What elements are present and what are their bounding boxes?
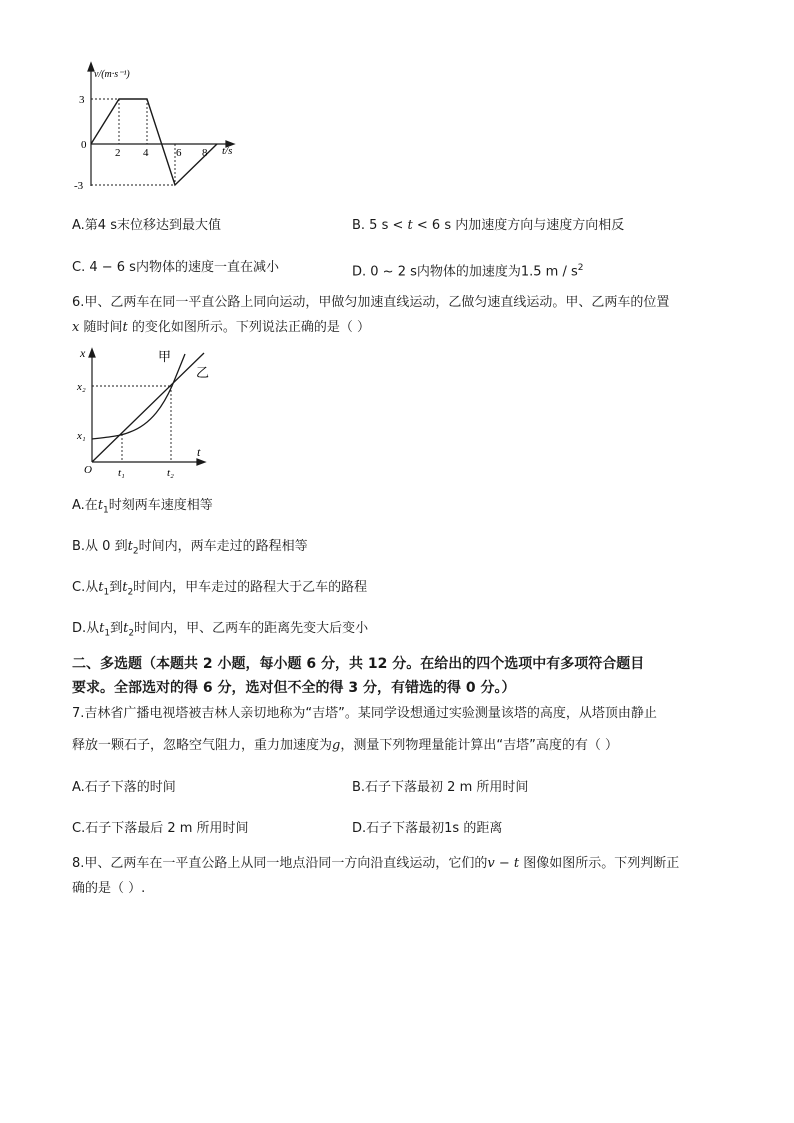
xt-label-jia: 甲 bbox=[158, 349, 172, 364]
q5-option-d-pre: D. 0 ~ 2 s内物体的加速度为1.5 m / s bbox=[352, 264, 578, 280]
q6-option-d-post: 时间内，甲、乙两车的距离先变大后变小 bbox=[134, 621, 369, 636]
vt-tick-6: 6 bbox=[176, 147, 182, 159]
q5-option-b[interactable] bbox=[352, 216, 624, 236]
q6-option-a-var: t bbox=[97, 498, 104, 513]
q6-stem-line2 bbox=[72, 318, 370, 338]
q6-option-d-mid: 到 bbox=[110, 621, 124, 636]
q7-option-b[interactable]: B.石子下落最初 2 m 所用时间 bbox=[352, 780, 529, 795]
q6-stem-part-a: 随时间 bbox=[79, 320, 123, 335]
q6-option-d[interactable] bbox=[72, 619, 368, 644]
xt-y-arrow bbox=[89, 349, 95, 357]
vt-tick-3: 3 bbox=[79, 94, 85, 106]
q6-stem-line1: 6.甲、乙两车在同一平直公路上同向运动，甲做匀加速直线运动，乙做匀速直线运动。甲、乙两车的位置 bbox=[72, 295, 670, 310]
q5-option-c-text: C. 4 − 6 s内物体的速度一直在减小 bbox=[72, 260, 279, 275]
q6-option-a-sub: 1 bbox=[103, 505, 109, 516]
q6-option-d-var1: t bbox=[99, 621, 105, 636]
q6-option-b-pre: B.从 0 到 bbox=[72, 539, 128, 554]
q8-stem-line2: 确的是（ ）. bbox=[72, 881, 146, 896]
q6-option-c-var2: t bbox=[122, 580, 128, 595]
q6-var-x: x bbox=[72, 320, 80, 335]
q5-option-a-text: A.第4 s末位移达到最大值 bbox=[72, 218, 221, 233]
q6-option-a-post: 时刻两车速度相等 bbox=[108, 498, 213, 513]
q6-option-b-sub: 2 bbox=[132, 546, 139, 557]
q6-option-a-pre: A.在 bbox=[72, 498, 98, 513]
vt-origin: 0 bbox=[81, 139, 87, 151]
q6-option-b-var: t bbox=[127, 539, 133, 554]
q6-option-a[interactable] bbox=[72, 496, 213, 521]
q5-option-b-post: < 6 s 内加速度方向与速度方向相反 bbox=[412, 218, 625, 233]
q5-option-b-var: t bbox=[407, 218, 413, 233]
q5-option-a[interactable] bbox=[72, 216, 221, 236]
q7-var-g: g bbox=[332, 738, 341, 753]
q7-stem-line1: 7.吉林省广播电视塔被吉林人亲切地称为“吉塔”。某同学设想通过实验测量该塔的高度，从塔顶由静止 bbox=[72, 706, 657, 721]
q6-option-c-sub1: 1 bbox=[103, 587, 110, 598]
q7-stem-line2 bbox=[72, 736, 618, 756]
q7-option-a[interactable]: A.石子下落的时间 bbox=[72, 780, 176, 795]
section2-header-line1: 二、多选题（本题共 2 小题，每小题 6 分，共 12 分。在给出的四个选项中有多项符合题目 bbox=[72, 656, 645, 672]
xt-line-yi bbox=[92, 353, 204, 462]
q8-var-vt: v − t bbox=[487, 856, 520, 871]
xt-y-label: x bbox=[80, 346, 86, 360]
xt-tick-t2: t₂ bbox=[167, 467, 174, 479]
q6-option-d-sub1: 1 bbox=[104, 628, 111, 639]
q6-option-d-pre: D.从 bbox=[72, 621, 100, 636]
q5-option-d-sup: 2 bbox=[577, 263, 584, 273]
q6-option-c-pre: C.从 bbox=[72, 580, 99, 595]
q6-option-b-post: 时间内，两车走过的路程相等 bbox=[138, 539, 308, 554]
q6-option-c[interactable] bbox=[72, 578, 367, 603]
q6-option-c-sub2: 2 bbox=[127, 587, 134, 598]
q6-option-d-sub2: 2 bbox=[128, 628, 135, 639]
xt-tick-t1: t₁ bbox=[118, 467, 125, 479]
q6-stem-part-b: 的变化如图所示。下列说法正确的是（ ） bbox=[127, 320, 370, 335]
q5-option-b-pre: B. 5 s < bbox=[352, 218, 408, 233]
xt-label-yi: 乙 bbox=[196, 365, 210, 380]
xt-x-label: t bbox=[197, 445, 201, 459]
vt-tick-4: 4 bbox=[143, 147, 149, 159]
vt-x-label: t/s bbox=[222, 145, 233, 157]
xt-graph-figure bbox=[72, 342, 222, 482]
q7-stem-part-a: 释放一颗石子，忽略空气阻力，重力加速度为 bbox=[72, 738, 333, 753]
xt-x-arrow bbox=[197, 459, 205, 465]
xt-tick-x2: x₂ bbox=[77, 381, 86, 393]
vt-graph-line bbox=[91, 99, 217, 185]
vt-tick-8: 8 bbox=[202, 147, 208, 159]
xt-tick-x1: x₁ bbox=[77, 430, 86, 442]
q8-stem-part-b: 图像如图所示。下列判断正 bbox=[519, 856, 680, 871]
q6-option-d-var2: t bbox=[123, 621, 129, 636]
q7-stem-part-b: ，测量下列物理量能计算出“吉塔”高度的有（ ） bbox=[340, 738, 618, 753]
q6-option-b[interactable] bbox=[72, 537, 308, 562]
q6-var-t: t bbox=[122, 320, 128, 335]
vt-tick-minus3: -3 bbox=[74, 180, 84, 192]
q7-option-c[interactable]: C.石子下落最后 2 m 所用时间 bbox=[72, 821, 249, 836]
vt-graph-figure bbox=[70, 58, 250, 203]
vt-y-label: v/(m·s⁻¹) bbox=[94, 69, 130, 80]
q6-option-c-mid: 到 bbox=[109, 580, 123, 595]
q6-option-c-var1: t bbox=[98, 580, 104, 595]
q6-option-c-post: 时间内，甲车走过的路程大于乙车的路程 bbox=[133, 580, 368, 595]
vt-tick-2: 2 bbox=[115, 147, 121, 159]
q8-stem-part-a: 8.甲、乙两车在一平直公路上从同一地点沿同一方向沿直线运动，它们的 bbox=[72, 856, 488, 871]
q7-option-d[interactable]: D.石子下落最初1s 的距离 bbox=[352, 821, 503, 836]
q8-stem-line1 bbox=[72, 854, 679, 874]
section2-header-line2: 要求。全部选对的得 6 分，选对但不全的得 3 分，有错选的得 0 分。） bbox=[72, 680, 516, 696]
q5-option-d[interactable] bbox=[352, 258, 584, 282]
q5-option-c[interactable] bbox=[72, 258, 279, 278]
xt-origin: O bbox=[84, 464, 92, 476]
